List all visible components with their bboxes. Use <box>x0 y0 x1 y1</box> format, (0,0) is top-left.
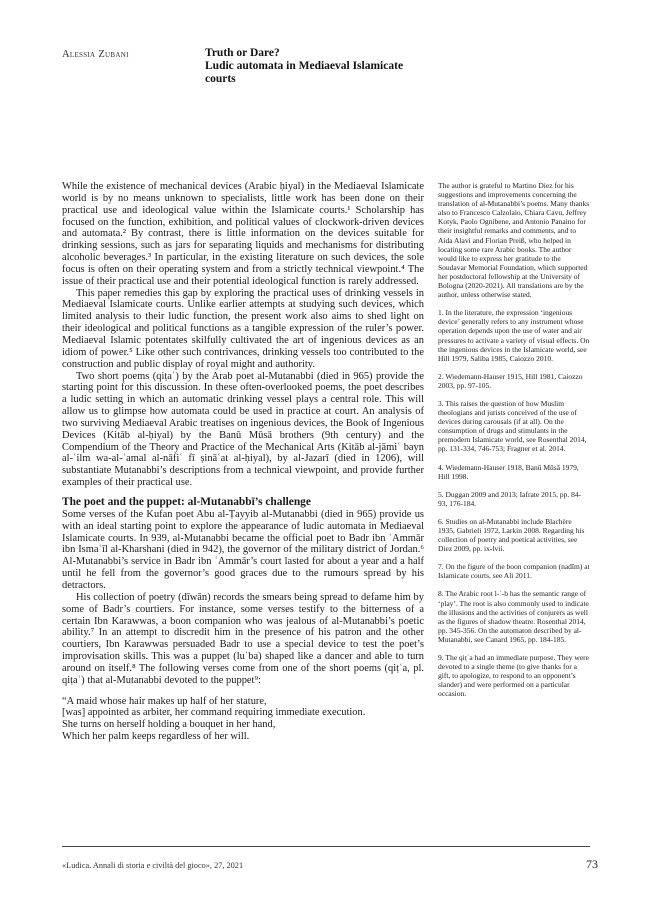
body-paragraph: Two short poems (qiṭaʿ) by the Arab poet al-Mutanabbi (died in 965) provide the starting point for this discussion. In these often-overlooked poems, the poet describes a ludic setting in which an automatic drinking vessel plays a central role. This will allow us to glimpse how automata could be used in practice at court. An analysis of two surviving Mediaeval Arabic treatises on ingenious devices, the Book of Ingenious Devices (Kitāb al-ḥiyal) by the Banū Mūsā brothers (9th century) and the Compendium of the Theory and Practice of the Mechanical Arts (Kitāb al-jāmiʿ bayn al-ʿilm wa-al-ʿamal al-nāfiʿ fī ṣināʿat al-ḥiyal), by al-Jazarī (died in 1206), will substantiate Mutanabbi’s descriptions from a technical viewpoint, and provide further examples of their practical use. <box>62 370 424 489</box>
title-line: courts <box>205 73 236 85</box>
footnote: 8. The Arabic root l-ʿ-b has the semantic range of ‘play’. The root is also commonly used to indicate the illusions and the activities of conjurers as well as the figures of shadow theatre. Rosenthal 2014, pp. 345-356. On the automaton described by al-Mutanabbi, see Canard 1965, pp. 184-185. <box>438 589 589 644</box>
footnote: 6. Studies on al-Mutanabbi include Blachère 1935, Gabrieli 1972, Larkin 2008. Regarding his collection of poetry and poetical activities, see Diez 2009, pp. ix-lvii. <box>438 516 585 554</box>
footnote: 3. This raises the question of how Muslim theologians and jurists conceived of the use of devices during carousals (if at all). On the consumption of drugs and stimulants in the premodern Islamicate world, see Rosenthal 2014, pp. 131-334, 746-753; Fragner et al. 2014. <box>438 398 587 454</box>
footer-rule <box>62 846 590 847</box>
footnote: 4. Wiedemann-Hauser 1918, Banū Mūsā 1979, Hill 1998. <box>438 462 579 481</box>
acknowledgement-note: The author is grateful to Martino Diez for his suggestions and improvements concerning the translation of al-Mutanabbi’s poems. Many thanks also to Francesco Calzolaio, Chiara Cavu, Jeffrey Kotyk, Paolo Ognibene, and Antonio Panaino for their insightful remarks and comments, and to Aida Alavi and Florian Preiß, who helped in locating some rare Arabic books. The author would like to express her gratitude to the Soudavar Memorial Foundation, which supported her postdoctoral fellowship at the University of Bologna (2020-2021). All translations are by the author, unless otherwise stated. <box>438 181 590 300</box>
footnote: 1. In the literature, the expression ‘ingenious device’ generally refers to any instrument whose operation depends upon the use of water and air pressures to activate a variety of visual effects. On the ingenious devices in the Islamicate world, see Hill 1979, Saliba 1985, Caiozzo 2010. <box>438 308 590 363</box>
body-paragraph: His collection of poetry (dīwān) records the smears being spread to defame him by some of Badr’s courtiers. For instance, some verses testify to the bitterness of a certain Ibn Karawwas, a boon companion who was jealous of al-Mutanabbi’s poetic ability.⁷ In an attempt to discredit him in the presence of his patron and the other courtiers, Ibn Karawwas persuaded Badr to use a special device to test the poet’s improvisation skills. This was a puppet (luʿba) shaped like a dancer and able to turn around on itself.⁸ The following verses come from one of the short poems (qiṭʿa, pl. qiṭaʿ) that al-Mutanabbi devoted to the puppet⁹: <box>62 591 424 686</box>
body-paragraph: This paper remedies this gap by exploring the practical uses of drinking vessels in Mediaeval Islamicate courts. Unlike earlier attempts at studying such devices, which limited analysis to their ludic function, the present work also aims to shed light on their ideological and political functions as a tangible expression of the ruler’s power. Mediaeval Islamic potentates skilfully cultivated the art of ingenious devices as an idiom of power.⁵ Like other such contrivances, drinking vessels too contributed to the construction and public display of royal might and authority. <box>62 287 424 370</box>
footnote: 9. The qiṭʿa had an immediate purpose. They were devoted to a single theme (to give thanks for a gift, to apologize, to respond to an opponent’s slander) and were performed on a particular occasion. <box>438 653 589 699</box>
footnote: 2. Wiedemann-Hauser 1915, Hill 1981, Caiozzo 2003, pp. 97-105. <box>438 371 583 390</box>
poem-line: [was] appointed as arbiter, her command requiring immediate execution. <box>62 707 366 719</box>
body-paragraph: Some verses of the Kufan poet Abu al-Ṭayyib al-Mutanabbi (died in 965) provide us with an ideal starting point to explore the appearance of ludic automata in Mediaeval Islamicate courts. In 939, al-Mutanabbi became the official poet to Badr ibn ʿAmmār ibn Ismaʿīl al-Kharshani (died in 942), the governor of the military district of Jordan.⁶ Al-Mutanabbi’s service in Badr ibn ʿAmmār’s court lasted for about a year and a half until he fell from the governor’s good graces due to the rumours spread by his detractors. <box>62 508 424 591</box>
author-name: Alessia Zubani <box>62 49 129 60</box>
poem-quotation <box>62 696 424 743</box>
footnote: 5. Duggan 2009 and 2013; Iafrate 2015, pp. 84-93, 176-184. <box>438 489 582 508</box>
poem-line: She turns on herself holding a bouquet in her hand, <box>62 719 276 731</box>
title-line: Truth or Dare? <box>205 47 280 59</box>
page-number: 73 <box>586 857 598 871</box>
article-title <box>205 47 465 86</box>
journal-citation: «Ludica. Annali di storia e civiltà del gioco», 27, 2021 <box>62 861 244 870</box>
title-line: Ludic automata in Mediaeval Islamicate <box>205 60 404 72</box>
section-heading: The poet and the puppet: al-Mutanabbī’s challenge <box>62 495 311 508</box>
footnote: 7. On the figure of the boon companion (nadīm) at Islamicate courts, see Ali 2011. <box>438 562 590 581</box>
main-text-column <box>62 181 424 743</box>
poem-line: Which her palm keeps regardless of her will. <box>62 731 250 743</box>
footnotes-column <box>438 181 590 699</box>
body-paragraph: While the existence of mechanical devices (Arabic ḥiyal) in the Mediaeval Islamicate world is by no means unknown to specialists, little work has been done on their practical use and ideological value within the Islamicate courts.¹ Scholarship has focused on the function, exhibition, and political values of clockwork-driven devices and automata.² By contrast, there is little information on the devices suitable for drinking sessions, such as jars for separating liquids and mechanisms for distributing alcoholic beverages.³ In particular, in the existing literature on such devices, the sole focus is often on their operating system and from a strictly technical viewpoint.⁴ The issue of their practical use and their potential ideological function is rarely addressed. <box>62 181 424 287</box>
poem-line: “A maid whose hair makes up half of her stature, <box>62 695 267 707</box>
